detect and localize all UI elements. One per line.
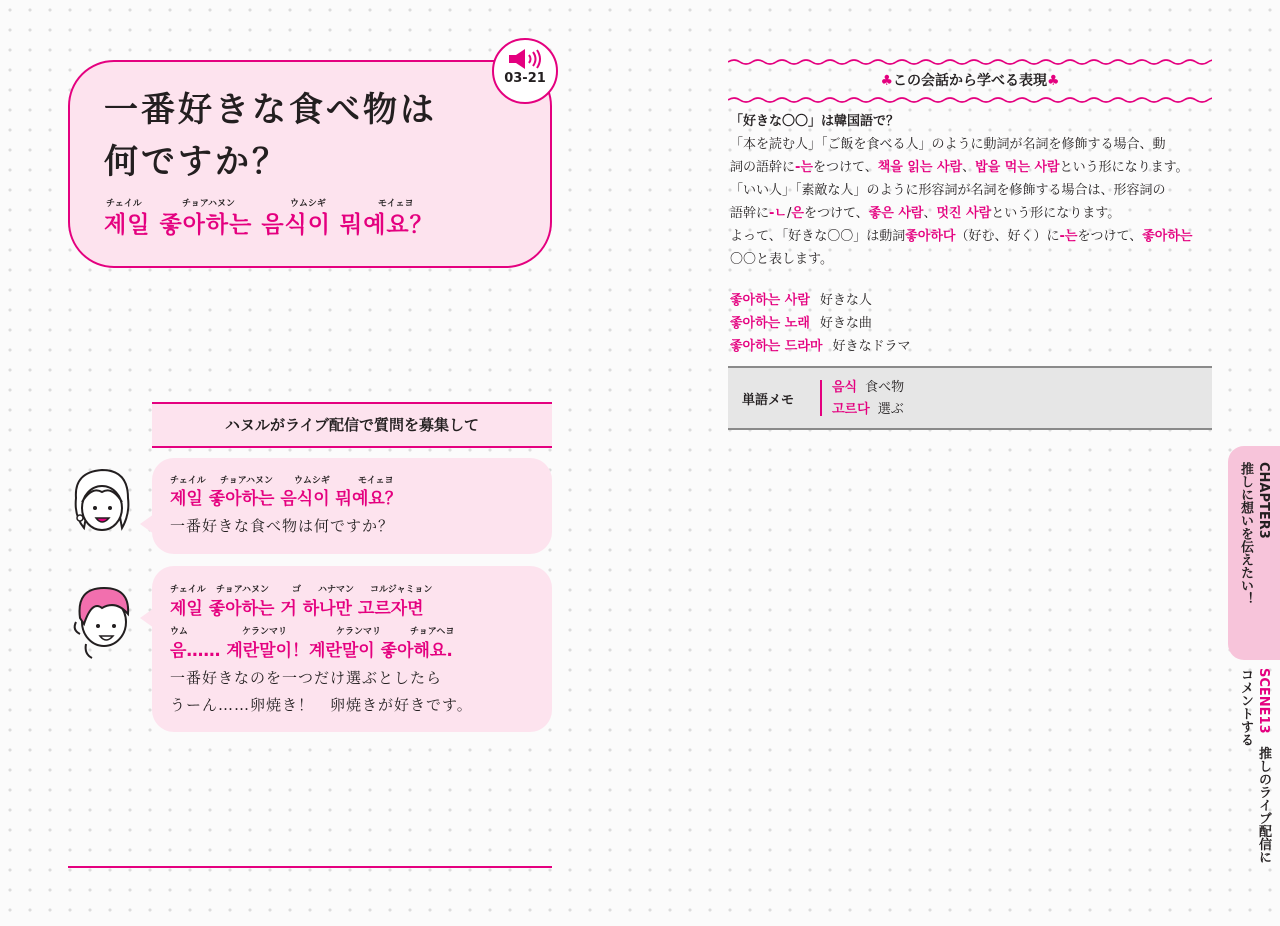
expressions-heading: ♣この会話から学べる表現♣ [880,73,1060,89]
speaker-icon [505,48,545,70]
ruby: ケランマリ [336,627,382,637]
example-item: 좋아하는 노래 好きな曲 [730,316,872,331]
ruby: ゴ [292,585,302,595]
explanation-line: 〇〇と表します。 [730,252,833,267]
wavy-divider [728,96,1212,104]
audio-track-number: 03-21 [504,71,546,86]
explanation-subheading: 「好きな〇〇」は韓国語で？ [730,114,900,129]
bubble-tail [140,608,154,628]
example-item: 좋아하는 사람 好きな人 [730,293,872,308]
ruby: チョアハヌン [182,199,236,209]
chapter-title: 推しに想いを伝えたい！ [1238,462,1253,605]
title-line-2: 何ですか？ [104,142,289,182]
scene-label: ハヌルがライブ配信で質問を募集して [152,402,552,448]
ruby: ケランマリ [242,627,288,637]
woman-avatar-icon [62,462,142,546]
ruby: チェイル [170,476,206,486]
dialogue-2-korean-1: 제일 좋아하는 거 하나만 고르자면 [170,599,424,619]
chapter-tab[interactable] [1228,446,1280,660]
vocab-item: 음식 食べ物 [832,380,905,395]
ruby: ウムシギ [294,476,330,486]
vocab-item: 고르다 選ぶ [832,402,904,417]
vocab-divider [820,380,822,416]
dialogue-2-japanese-1: 一番好きなのを一つだけ選ぶとしたら [170,669,443,687]
club-icon: ♣ [1047,73,1060,89]
bubble-tail [140,514,154,534]
title-line-1: 一番好きな食べ物は [104,90,437,130]
ruby: ウムシギ [290,199,326,209]
example-list [730,289,910,358]
scene-tab[interactable] [1228,664,1280,864]
scene-title-line-2: コメントする [1238,668,1253,746]
dialogue-1-japanese: 一番好きな食べ物は何ですか？ [170,517,395,535]
scene-title-line-1: SCENE13 推しのライブ配信に [1256,668,1271,864]
ruby: ウム [170,627,188,637]
ruby: チェイル [106,199,142,209]
dialogue-2-japanese-2: うーん……卵焼き！ 卵焼きが好きです。 [170,696,473,714]
dialogue-2-korean-2: 음…… 계란말이！계란말이 좋아해요. [170,641,453,661]
audio-track-button[interactable] [492,38,558,104]
explanation-line: 語幹に-ㄴ/은をつけて、좋은 사람、멋진 사람という形になります。 [730,206,1121,221]
club-icon: ♣ [880,73,893,89]
ruby: チェイル [170,585,206,595]
explanation-line: 詞の語幹に-는をつけて、책을 읽는 사람、밥을 먹는 사람という形になります。 [730,160,1189,175]
ruby: チョアハヌン [216,585,270,595]
vocab-memo-box [728,366,1212,430]
page-bottom-rule [68,866,552,868]
explanation-line: 「本を読む人」「ご飯を食べる人」のように動詞が名詞を修飾する場合、動 [730,137,1166,152]
ruby: モイェヨ [358,476,394,486]
ruby: チョアハヌン [220,476,274,486]
chapter-number: CHAPTER3 [1256,462,1271,539]
explanation-line: 「いい人」「素敵な人」のように形容詞が名詞を修飾する場合は、形容詞の [730,183,1166,198]
lesson-title [104,84,524,188]
explanation-line: よって、「好きな〇〇」は動詞좋아하다（好む、好く）に-는をつけて、좋아하는 [730,229,1193,244]
example-item: 좋아하는 드라마 好きなドラマ [730,339,911,354]
explanation-text [730,110,1214,271]
ruby: ハナマン [318,585,355,595]
title-korean: 제일 좋아하는 음식이 뭐예요？ [104,212,434,238]
vocab-items [832,377,904,421]
ruby: モイェヨ [378,199,414,209]
pink-hair-avatar-icon [62,578,142,662]
ruby: コルジャミョン [370,585,433,595]
ruby: チョアヘヨ [410,627,455,637]
scene-number: SCENE13 [1256,668,1271,734]
vocab-memo-label: 単語メモ [742,393,795,408]
wavy-divider [728,58,1212,66]
dialogue-1-korean: 제일 좋아하는 음식이 뭐예요？ [170,489,402,509]
